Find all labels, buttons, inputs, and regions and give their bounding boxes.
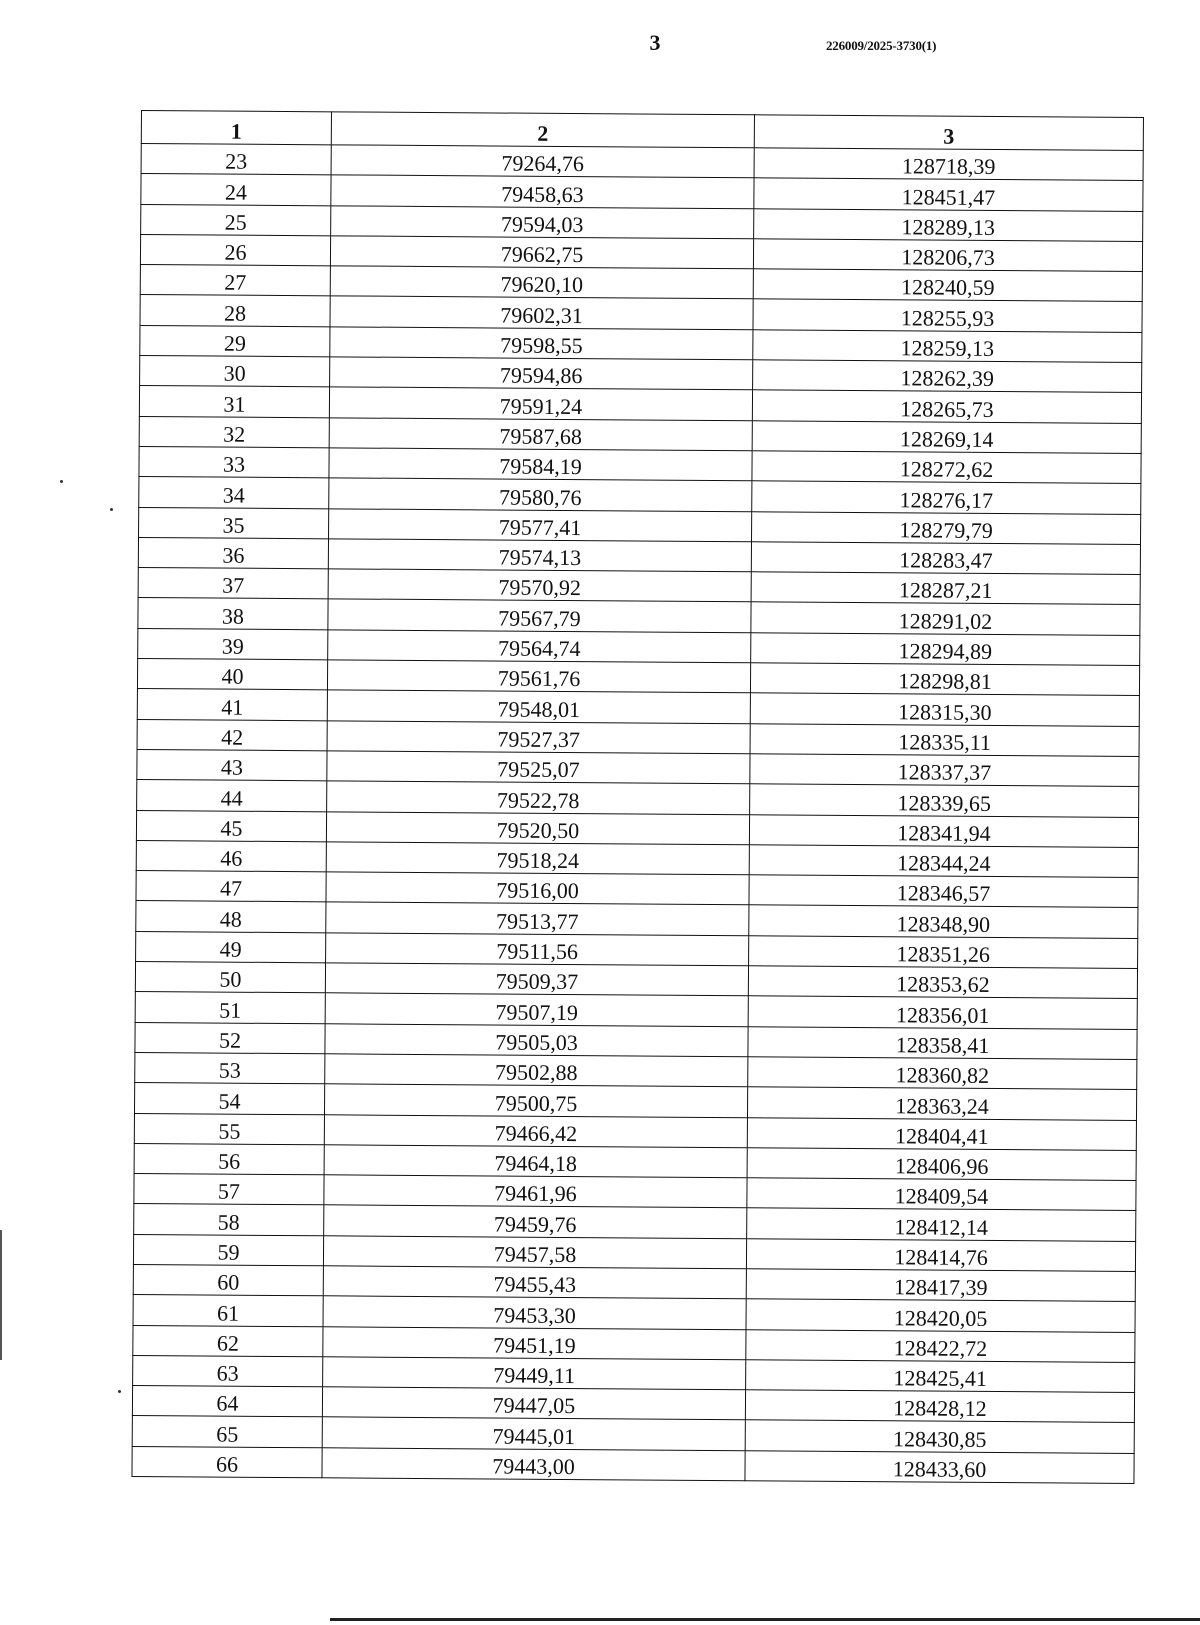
coordinate-x-cell: 79466,42 [324,1114,747,1147]
point-number-cell: 39 [138,628,328,660]
coordinate-y-cell: 128259,13 [753,330,1142,363]
coordinate-x-cell: 79587,68 [329,417,752,450]
coordinate-y-cell: 128344,24 [749,845,1138,878]
point-number-cell: 29 [140,325,330,357]
coordinate-x-cell: 79457,58 [323,1235,746,1268]
coordinate-y-cell: 128262,39 [753,360,1142,393]
point-number-cell: 40 [137,659,327,691]
point-number-cell: 62 [133,1325,323,1357]
coordinates-table [131,110,1144,1484]
point-number-cell: 51 [135,992,325,1024]
coordinate-y-cell: 128353,62 [748,966,1137,999]
table-body [132,144,1143,1484]
coordinate-x-cell: 79598,55 [330,327,753,360]
coordinate-x-cell: 79522,78 [327,781,750,814]
coordinate-x-cell: 79458,63 [331,175,754,208]
point-number-cell: 34 [139,477,329,509]
coordinate-x-cell: 79567,79 [328,599,751,632]
point-number-cell: 36 [138,537,328,569]
point-number-cell: 54 [134,1083,324,1115]
coordinate-y-cell: 128417,39 [746,1269,1135,1302]
point-number-cell: 49 [136,931,326,963]
coordinate-x-cell: 79461,96 [324,1175,747,1208]
coordinate-y-cell: 128433,60 [745,1451,1134,1484]
point-number-cell: 37 [138,568,328,600]
scan-border-line [330,1618,1200,1621]
coordinate-x-cell: 79447,05 [322,1387,745,1420]
coordinate-x-cell: 79507,19 [325,993,748,1026]
coordinate-y-cell: 128428,12 [745,1390,1134,1423]
coordinate-y-cell: 128335,11 [750,723,1139,756]
coordinate-y-cell: 128430,85 [745,1420,1134,1453]
coordinate-x-cell: 79500,75 [324,1084,747,1117]
coordinate-y-cell: 128287,21 [751,572,1140,605]
coordinate-x-cell: 79505,03 [325,1023,748,1056]
coordinate-y-cell: 128294,89 [751,633,1140,666]
point-number-cell: 46 [136,840,326,872]
coordinates-table-container [131,110,1143,1484]
coordinate-y-cell: 128414,76 [746,1238,1135,1271]
coordinate-x-cell: 79459,76 [324,1205,747,1238]
point-number-cell: 50 [135,961,325,993]
coordinate-x-cell: 79527,37 [327,720,750,753]
coordinate-y-cell: 128409,54 [747,1178,1136,1211]
coordinate-x-cell: 79602,31 [330,296,753,329]
coordinate-y-cell: 128265,73 [752,390,1141,423]
point-number-cell: 24 [141,174,331,206]
point-number-cell: 26 [140,234,330,266]
coordinate-x-cell: 79518,24 [326,842,749,875]
scan-speck [118,1390,121,1393]
coordinate-y-cell: 128337,37 [750,754,1139,787]
coordinate-x-cell: 79453,30 [323,1296,746,1329]
coordinate-y-cell: 128291,02 [751,602,1140,635]
coordinate-x-cell: 79594,86 [330,357,753,390]
coordinate-y-cell: 128255,93 [753,299,1142,332]
coordinate-x-cell: 79451,19 [323,1326,746,1359]
coordinate-x-cell: 79594,03 [331,205,754,238]
coordinate-x-cell: 79511,56 [326,933,749,966]
point-number-cell: 47 [136,871,326,903]
point-number-cell: 38 [138,598,328,630]
coordinate-x-cell: 79662,75 [330,236,753,269]
coordinate-y-cell: 128272,62 [752,451,1141,484]
point-number-cell: 43 [137,749,327,781]
coordinate-y-cell: 128420,05 [746,1299,1135,1332]
column-header-2: 2 [331,112,754,148]
coordinate-x-cell: 79561,76 [327,660,750,693]
column-header-3: 3 [754,115,1143,151]
coordinate-y-cell: 128358,41 [748,1026,1137,1059]
point-number-cell: 23 [141,144,331,176]
coordinate-x-cell: 79577,41 [329,508,752,541]
point-number-cell: 42 [137,719,327,751]
coordinate-y-cell: 128718,39 [754,148,1143,181]
coordinate-y-cell: 128425,41 [746,1360,1135,1393]
coordinate-x-cell: 79574,13 [328,539,751,572]
coordinate-y-cell: 128451,47 [754,178,1143,211]
coordinate-x-cell: 79516,00 [326,872,749,905]
scan-speck [110,508,113,511]
coordinate-y-cell: 128269,14 [752,420,1141,453]
page-number: 3 [649,30,661,55]
coordinate-y-cell: 128279,79 [752,511,1141,544]
coordinate-y-cell: 128404,41 [747,1117,1136,1150]
point-number-cell: 25 [141,204,331,236]
point-number-cell: 28 [140,295,330,327]
coordinate-x-cell: 79548,01 [327,690,750,723]
scan-edge-mark [0,1230,2,1360]
point-number-cell: 57 [134,1174,324,1206]
point-number-cell: 53 [135,1052,325,1084]
point-number-cell: 52 [135,1022,325,1054]
coordinate-x-cell: 79620,10 [330,266,753,299]
point-number-cell: 48 [136,901,326,933]
coordinate-y-cell: 128412,14 [747,1208,1136,1241]
point-number-cell: 33 [139,446,329,478]
coordinate-y-cell: 128283,47 [751,542,1140,575]
point-number-cell: 35 [139,507,329,539]
coordinate-x-cell: 79502,88 [325,1054,748,1087]
coordinate-x-cell: 79580,76 [329,478,752,511]
coordinate-x-cell: 79445,01 [322,1417,745,1450]
point-number-cell: 65 [132,1416,322,1448]
point-number-cell: 66 [132,1446,322,1478]
point-number-cell: 61 [133,1295,323,1327]
coordinate-x-cell: 79509,37 [325,963,748,996]
point-number-cell: 30 [140,356,330,388]
point-number-cell: 41 [137,689,327,721]
coordinate-x-cell: 79564,74 [328,630,751,663]
coordinate-y-cell: 128276,17 [752,481,1141,514]
coordinate-y-cell: 128240,59 [753,269,1142,302]
point-number-cell: 27 [140,265,330,297]
coordinate-x-cell: 79443,00 [322,1448,745,1481]
coordinate-y-cell: 128341,94 [749,814,1138,847]
coordinate-y-cell: 128315,30 [750,693,1139,726]
point-number-cell: 55 [134,1113,324,1145]
coordinate-x-cell: 79455,43 [323,1266,746,1299]
coordinate-y-cell: 128422,72 [746,1329,1135,1362]
coordinate-x-cell: 79449,11 [323,1357,746,1390]
document-reference: 226009/2025-3730(1) [826,38,937,53]
point-number-cell: 44 [137,780,327,812]
table-row [132,1446,1134,1483]
coordinate-x-cell: 79584,19 [329,448,752,481]
coordinate-y-cell: 128339,65 [750,784,1139,817]
point-number-cell: 58 [134,1204,324,1236]
point-number-cell: 45 [136,810,326,842]
scan-speck [60,480,63,483]
point-number-cell: 63 [133,1355,323,1387]
coordinate-y-cell: 128346,57 [749,875,1138,908]
point-number-cell: 59 [133,1234,323,1266]
coordinate-y-cell: 128363,24 [747,1087,1136,1120]
coordinate-x-cell: 79464,18 [324,1145,747,1178]
point-number-cell: 60 [133,1264,323,1296]
coordinate-x-cell: 79264,76 [331,145,754,178]
coordinate-x-cell: 79513,77 [326,902,749,935]
coordinate-x-cell: 79520,50 [326,811,749,844]
point-number-cell: 64 [132,1386,322,1418]
coordinate-y-cell: 128348,90 [749,905,1138,938]
coordinate-y-cell: 128289,13 [754,208,1143,241]
point-number-cell: 56 [134,1143,324,1175]
coordinate-y-cell: 128206,73 [753,239,1142,272]
column-header-1: 1 [141,111,331,145]
coordinate-y-cell: 128356,01 [748,996,1137,1029]
point-number-cell: 31 [139,386,329,418]
point-number-cell: 32 [139,416,329,448]
coordinate-y-cell: 128298,81 [750,663,1139,696]
coordinate-x-cell: 79525,07 [327,751,750,784]
coordinate-y-cell: 128406,96 [747,1148,1136,1181]
coordinate-y-cell: 128351,26 [749,935,1138,968]
coordinate-x-cell: 79570,92 [328,569,751,602]
coordinate-x-cell: 79591,24 [329,387,752,420]
coordinate-y-cell: 128360,82 [748,1057,1137,1090]
